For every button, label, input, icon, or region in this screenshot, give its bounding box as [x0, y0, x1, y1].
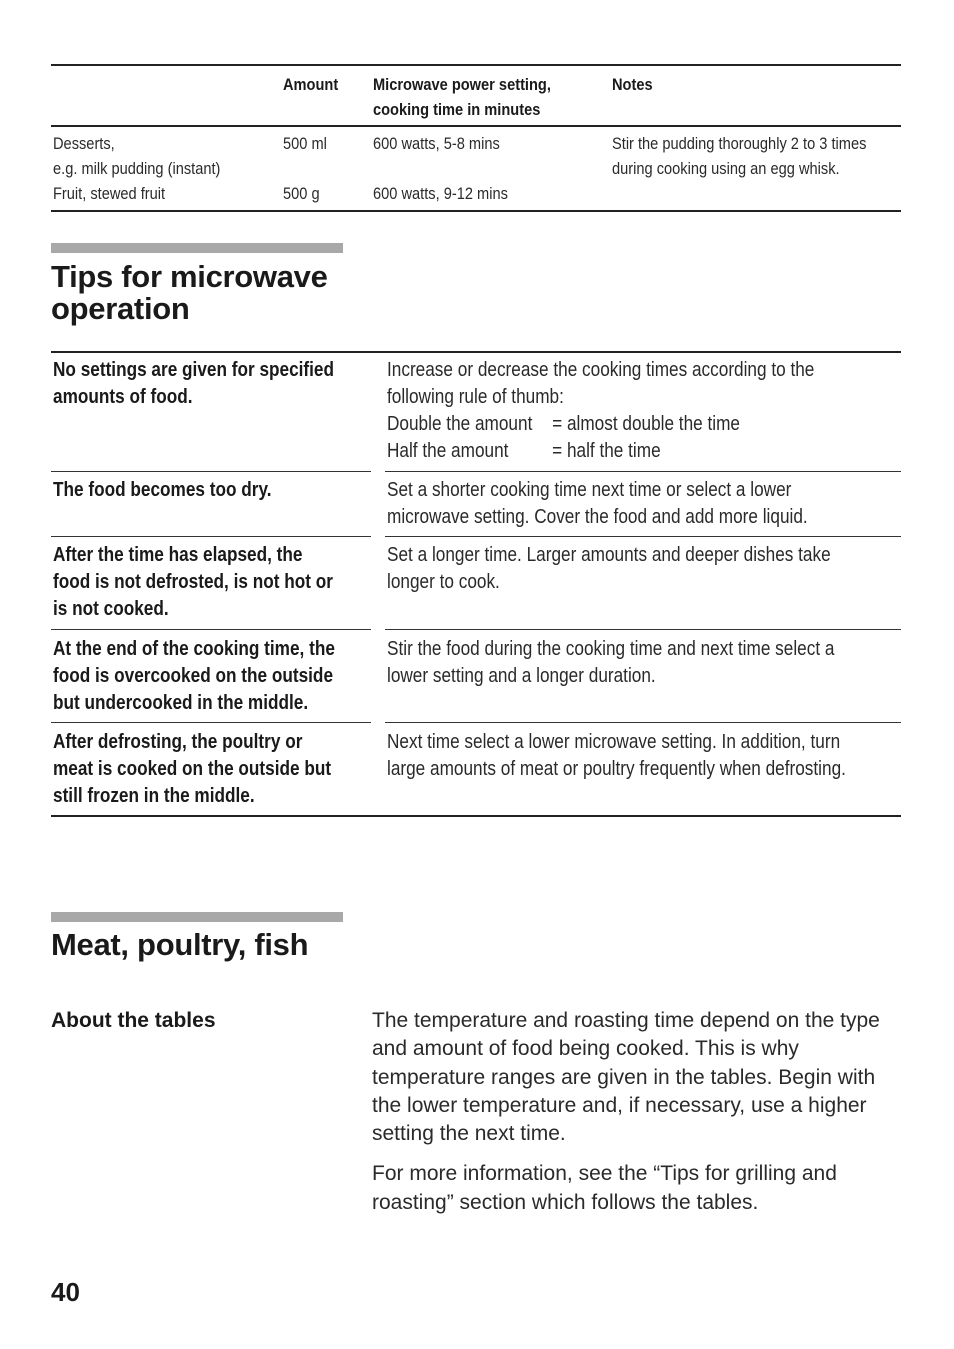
row1-power: 600 watts, 5-8 mins	[373, 134, 500, 153]
tip-question-3-line2: food is not defrosted, is not hot or	[53, 571, 333, 593]
tips-top-rule	[51, 351, 901, 353]
tips-rule-right-1	[385, 471, 901, 472]
tips-rule-right-3	[385, 629, 901, 630]
header-power-line1: Microwave power setting,	[373, 75, 551, 94]
rule-value-1: = almost double the time	[552, 413, 741, 435]
section-title-meat: Meat, poultry, fish	[51, 927, 309, 962]
table-header-rule	[51, 125, 901, 127]
about-paragraph-1: The temperature and roasting time depend on the type and amount of food being cooked. This is why temperature ranges are given in the tables. Begin with the lower temperature and, if necessary, use a higher setting the next time.	[372, 1009, 880, 1146]
tip-question-3-line3: is not cooked.	[53, 598, 169, 620]
tip-answer-5	[387, 729, 846, 783]
table-bottom-rule	[51, 210, 901, 212]
rule-value-2: = half the time	[552, 440, 661, 462]
tip-answer-2-line2: microwave setting. Cover the food and add more liquid.	[387, 506, 808, 528]
page-number: 40	[51, 1277, 80, 1307]
table-top-rule	[51, 64, 901, 66]
about-tables-text	[372, 1007, 902, 1229]
tip-question-5	[53, 729, 331, 810]
tips-rule-left-4	[51, 722, 371, 723]
tip-question-1	[53, 357, 334, 411]
tip-question-1-line2: amounts of food.	[53, 386, 193, 408]
rule-of-thumb-2	[387, 438, 814, 465]
tip-question-5-line3: still frozen in the middle.	[53, 785, 255, 807]
tip-answer-1-line2: following rule of thumb:	[387, 386, 564, 408]
section-bar-tips	[51, 243, 343, 253]
row2-amount: 500 g	[283, 184, 320, 203]
tips-bottom-rule	[51, 815, 901, 817]
tip-answer-4	[387, 636, 834, 690]
about-tables-label: About the tables	[51, 1009, 216, 1032]
tip-answer-1	[387, 357, 814, 465]
section-title-tips-line1: Tips for microwave	[51, 259, 328, 294]
header-amount: Amount	[283, 75, 339, 94]
header-notes: Notes	[612, 75, 653, 94]
section-title-tips-line2: operation	[51, 291, 190, 326]
tip-question-1-line1: No settings are given for specified	[53, 359, 335, 381]
tip-question-4-line1: At the end of the cooking time, the	[53, 638, 335, 660]
tips-rule-right-4	[385, 722, 901, 723]
tips-rule-right-2	[385, 536, 901, 537]
tip-answer-4-line1: Stir the food during the cooking time and next time select a	[387, 638, 835, 660]
tip-question-5-line2: meat is cooked on the outside but	[53, 758, 332, 780]
tip-question-4-line2: food is overcooked on the outside	[53, 665, 334, 687]
row1-food-line1: Desserts,	[53, 134, 115, 153]
tip-answer-2	[387, 477, 808, 531]
row1-notes-line2: during cooking using an egg whisk.	[612, 159, 840, 178]
rule-label-1: Double the amount	[387, 413, 533, 435]
tips-table	[51, 351, 901, 817]
row2-power: 600 watts, 9-12 mins	[373, 184, 508, 203]
tip-answer-5-line1: Next time select a lower microwave setting. In addition, turn	[387, 731, 841, 753]
tips-rule-left-1	[51, 471, 371, 472]
tip-question-4-line3: but undercooked in the middle.	[53, 692, 309, 714]
tip-question-3-line1: After the time has elapsed, the	[53, 544, 303, 566]
tips-rule-left-3	[51, 629, 371, 630]
tip-answer-2-line1: Set a shorter cooking time next time or select a lower	[387, 479, 792, 501]
rule-of-thumb-1	[387, 411, 814, 438]
tip-question-3	[53, 542, 333, 623]
row1-amount: 500 ml	[283, 134, 327, 153]
rule-label-2: Half the amount	[387, 440, 509, 462]
tips-rule-left-2	[51, 536, 371, 537]
tip-answer-3	[387, 542, 831, 596]
tip-question-2	[53, 477, 272, 504]
about-paragraph-2: For more information, see the “Tips for grilling and roasting” section which follows the tables.	[372, 1162, 837, 1214]
row2-food: Fruit, stewed fruit	[53, 184, 166, 203]
tip-question-4	[53, 636, 335, 717]
section-bar-meat	[51, 912, 343, 922]
tip-question-5-line1: After defrosting, the poultry or	[53, 731, 303, 753]
tip-answer-5-line2: large amounts of meat or poultry frequently when defrosting.	[387, 758, 846, 780]
tip-answer-1-line1: Increase or decrease the cooking times according to the	[387, 359, 815, 381]
tip-answer-3-line2: longer to cook.	[387, 571, 500, 593]
tip-answer-4-line2: lower setting and a longer duration.	[387, 665, 656, 687]
row1-notes-line1: Stir the pudding thoroughly 2 to 3 times	[612, 134, 867, 153]
tip-question-2-line1: The food becomes too dry.	[53, 479, 272, 501]
tip-answer-3-line1: Set a longer time. Larger amounts and deeper dishes take	[387, 544, 831, 566]
row1-food-line2: e.g. milk pudding (instant)	[53, 159, 221, 178]
header-power-line2: cooking time in minutes	[373, 100, 541, 119]
